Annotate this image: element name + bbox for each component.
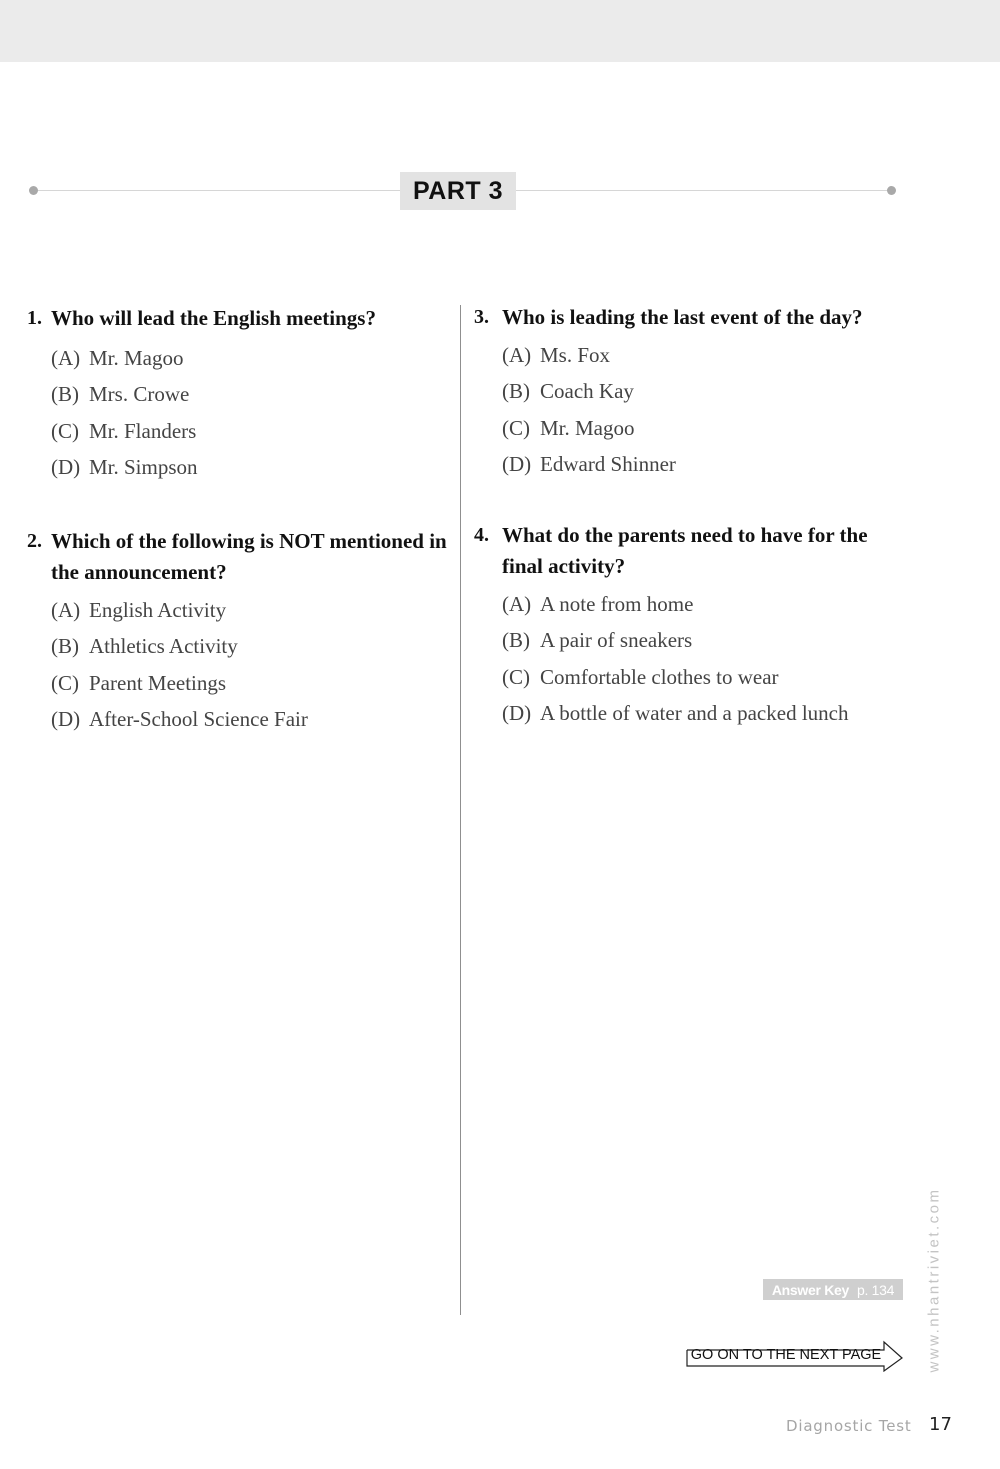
next-page-arrow [686, 1340, 906, 1372]
answer-option: (D) Mr. Simpson [51, 455, 198, 480]
question-number: 1. [27, 307, 42, 329]
answer-option: (B) Mrs. Crowe [51, 382, 190, 407]
question-number: 2. [27, 530, 42, 552]
next-page-label: GO ON TO THE NEXT PAGE [690, 1347, 882, 1363]
column-divider [460, 305, 461, 1315]
answer-option: (A) A note from home [502, 592, 694, 616]
answer-option: (B) Coach Kay [502, 379, 634, 404]
answer-option: (A) Ms. Fox [502, 343, 611, 367]
question-text: Who will lead the English meetings? [51, 306, 376, 330]
question-number: 4. [474, 524, 489, 546]
question-1 [27, 303, 452, 486]
answer-option: (C) Mr. Flanders [51, 418, 197, 443]
page-number: 17 [929, 1414, 952, 1435]
answer-key-page: p. 134 [857, 1281, 895, 1298]
answer-option: (A) Mr. Magoo [51, 346, 184, 370]
answer-option: (D) A bottle of water and a packed lunch [502, 701, 849, 726]
part-heading: PART 3 [400, 172, 516, 210]
watermark-text: www.nhantriviet.com [925, 1187, 943, 1373]
answer-option: (B) A pair of sneakers [502, 628, 693, 653]
answer-option: (C) Parent Meetings [51, 670, 227, 695]
footer-section-label: Diagnostic Test [786, 1417, 912, 1435]
question-4 [474, 520, 894, 732]
answer-key-label: Answer Key [771, 1281, 850, 1298]
divider-dot-left [29, 186, 38, 195]
question-number: 3. [474, 306, 489, 328]
answer-option: (D) Edward Shinner [502, 452, 676, 477]
question-text: What do the parents need to have for the final activity? [502, 523, 868, 578]
question-text: Which of the following is NOT mentioned in the announcement? [51, 529, 447, 584]
answer-option: (B) Athletics Activity [51, 634, 238, 659]
question-2 [27, 526, 452, 738]
answer-option: (D) After-School Science Fair [51, 707, 308, 732]
question-text: Who is leading the last event of the day? [502, 305, 863, 329]
answer-option: (C) Comfortable clothes to wear [502, 664, 779, 689]
header-band [0, 0, 1000, 62]
answer-option: (C) Mr. Magoo [502, 415, 635, 440]
answer-key-badge [763, 1279, 903, 1300]
answer-option: (A) English Activity [51, 598, 227, 622]
question-3 [474, 302, 894, 483]
divider-dot-right [887, 186, 896, 195]
